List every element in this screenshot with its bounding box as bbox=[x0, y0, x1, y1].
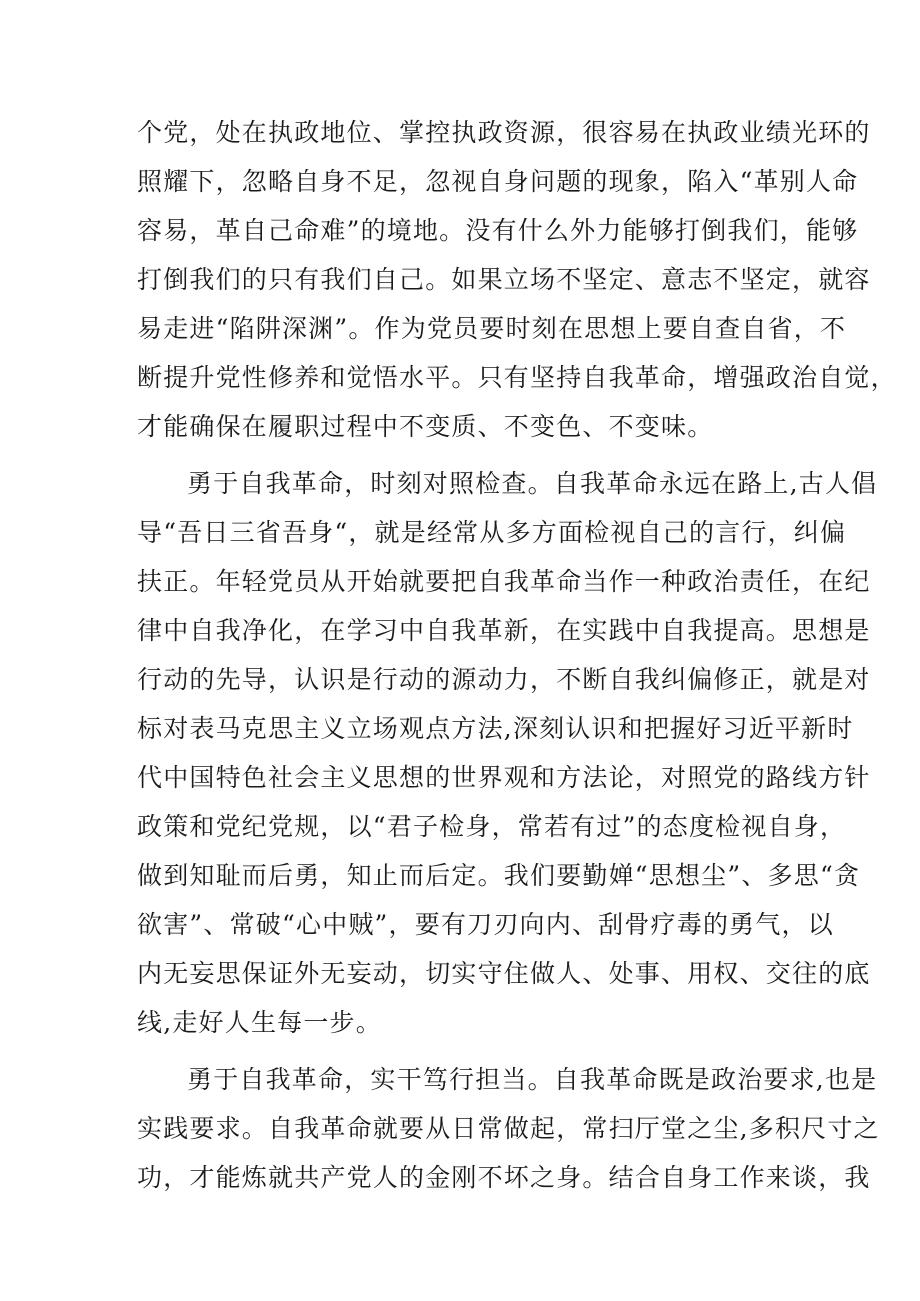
text-line: 标对表马克思主义立场观点方法,深刻认识和把握好习近平新时 bbox=[137, 714, 854, 743]
text-line: 容易，革自己命难”的境地。没有什么外力能够打倒我们，能够 bbox=[137, 216, 859, 245]
text-line: 扶正。年轻党员从开始就要把自我革命当作一种政治责任，在纪 bbox=[137, 567, 871, 596]
text-line: 政策和党纪党规，以“君子检身，常若有过”的态度检视自身， bbox=[137, 812, 847, 841]
text-line: 内无妄思保证外无妄动，切实守住做人、处事、用权、交往的底 bbox=[137, 959, 871, 988]
text-line: 勇于自我革命，实干笃行担当。自我革命既是政治要求,也是 bbox=[187, 1065, 878, 1094]
text-line: 才能确保在履职过程中不变质、不变色、不变味。 bbox=[137, 412, 714, 441]
text-line: 易走进“陷阱深渊”。作为党员要时刻在思想上要自查自省，不 bbox=[137, 314, 847, 343]
text-line: 导“吾日三省吾身“，就是经常从多方面检视自己的言行，纠偏 bbox=[137, 518, 847, 547]
text-line: 行动的先导，认识是行动的源动力，不断自我纠偏修正，就是对 bbox=[137, 665, 871, 694]
text-line: 勇于自我革命，时刻对照检查。自我革命永远在路上,古人倡 bbox=[187, 469, 878, 498]
text-line: 律中自我净化，在学习中自我革新，在实践中自我提高。思想是 bbox=[137, 616, 871, 645]
text-line: 代中国特色社会主义思想的世界观和方法论，对照党的路线方针 bbox=[137, 763, 871, 792]
text-line: 欲害”、常破“心中贼”，要有刀刃向内、刮骨疗毒的勇气，以 bbox=[137, 910, 834, 939]
text-line: 断提升党性修养和觉悟水平。只有坚持自我革命，增强政治自觉， bbox=[137, 363, 897, 392]
text-line: 照耀下，忽略自身不足，忽视自身问题的现象，陷入“革别人命 bbox=[137, 167, 859, 196]
text-line: 功，才能炼就共产党人的金刚不坏之身。结合自身工作来谈，我 bbox=[137, 1163, 871, 1192]
text-line: 打倒我们的只有我们自己。如果立场不坚定、意志不坚定，就容 bbox=[137, 265, 871, 294]
text-line: 实践要求。自我革命就要从日常做起，常扫厅堂之尘,多积尺寸之 bbox=[137, 1114, 880, 1143]
text-line: 做到知耻而后勇，知止而后定。我们要勤婵“思想尘”、多思“贪 bbox=[137, 861, 861, 890]
text-line: 个党，处在执政地位、掌控执政资源，很容易在执政业绩光环的 bbox=[137, 118, 871, 147]
text-line: 线,走好人生每一步。 bbox=[137, 1008, 382, 1037]
